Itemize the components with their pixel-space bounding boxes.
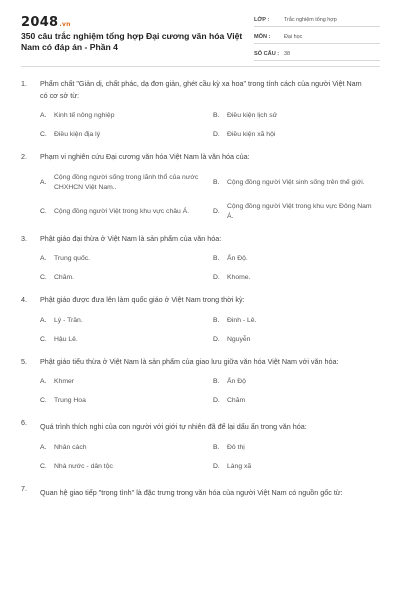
option-letter: C. [40,335,47,343]
meta-value: Đại học [284,34,303,40]
question-number: 3. [21,233,27,243]
option-a[interactable] [40,173,213,193]
question-text: Phẩm chất "Giản dị, chất phác, dạ đơn giản, ghét cầu kỳ xa hoa" trong tính cách của người Việt Nam có cơ sở từ: [40,79,362,100]
option-letter: D. [213,463,220,470]
option-c[interactable] [40,202,213,222]
option-b[interactable] [213,377,386,387]
meta-value: 38 [284,51,290,57]
question-list [21,78,381,503]
logo-text: 2048 [21,15,59,30]
option-letter: A. [40,178,47,186]
option-text: Nhà nước - dân tộc [54,463,113,470]
option-d[interactable] [213,130,386,140]
question-text: Quá trình thích nghi của con người với giới tự nhiên đã để lại dấu ấn trong văn hóa: [40,422,307,431]
option-text: Lý - Trần. [54,316,83,324]
option-letter: B. [213,178,220,186]
option-text: Khmer [54,378,75,385]
option-text: Trung Hoa [54,397,86,404]
question-number: 7. [21,484,27,493]
option-b[interactable] [213,316,386,326]
option-letter: B. [213,112,220,119]
option-text: Điều kiện địa lý [54,131,101,138]
meta-value: Trắc nghiệm tổng hợp [284,17,337,23]
question-number: 2. [21,152,27,161]
option-letter: C. [40,463,47,470]
option-text: Điều kiện lịch sử [227,112,278,119]
option-text: Đinh - Lê. [227,316,257,324]
question-text: Quan hệ giao tiếp "trọng tình" là đặc trưng trong văn hóa của người Việt Nam có nguồn gốc từ: [40,488,343,497]
question-3 [21,233,381,293]
document-meta [254,14,380,65]
question-4 [21,294,381,354]
option-letter: D. [213,397,220,404]
option-c[interactable] [40,462,213,472]
option-a[interactable] [40,443,213,453]
question-text: Phật giáo tiểu thừa ở Việt Nam là sản phẩm của giao lưu giữa văn hóa Việt Nam với văn hóa: [40,356,339,366]
meta-key: SỐ CÂU : [254,51,280,57]
option-b[interactable] [213,111,386,121]
question-number: 1. [21,79,27,88]
option-letter: A. [40,255,47,262]
question-text: Phật giáo đại thừa ở Việt Nam là sản phẩm của văn hóa: [40,233,222,243]
document-title: 350 câu trắc nghiệm tổng hợp Đại cương văn hóa Việt Nam có đáp án - Phần 4 [21,31,243,52]
option-text: Điều kiện xã hội [227,131,276,138]
option-b[interactable] [213,173,386,193]
option-letter: A. [40,378,47,385]
option-letter: B. [213,378,220,385]
option-text: Chăm [227,397,246,404]
header-divider [21,66,380,67]
meta-question-count [254,48,380,61]
option-a[interactable] [40,377,213,387]
option-text: Kinh tế nông nghiệp [54,112,115,119]
option-text: Đô thị [227,444,245,451]
option-c[interactable] [40,396,213,406]
option-a[interactable] [40,316,213,326]
option-letter: D. [213,131,220,138]
option-letter: C. [40,131,47,138]
option-text: Hậu Lê. [54,335,78,343]
question-number: 5. [21,356,27,366]
option-c[interactable] [40,335,213,345]
option-c[interactable] [40,273,213,283]
option-text: Cộng đồng người sống trong lãnh thổ của nước CHXHCN Việt Nam.. [54,173,199,191]
meta-subject [254,31,380,44]
option-letter: A. [40,444,47,451]
site-logo[interactable] [21,15,71,30]
option-d[interactable] [213,273,386,283]
meta-key: MÔN : [254,34,271,40]
question-1 [21,78,381,149]
option-letter: D. [213,335,220,343]
option-letter: A. [40,316,47,324]
option-text: Cộng đồng người Việt trong khu vực Đông Nam Á. [227,202,372,220]
option-letter: C. [40,207,47,215]
meta-class [254,14,380,27]
option-text: Làng xã [227,463,252,470]
question-5 [21,356,381,416]
meta-key: LỚP : [254,17,270,23]
option-text: Trung quốc. [54,255,91,262]
option-text: Cộng đồng người Việt sinh sống trên thế giới. [227,178,365,186]
option-b[interactable] [213,254,386,264]
question-2 [21,151,381,231]
option-c[interactable] [40,130,213,140]
question-text: Phật giáo được đưa lên làm quốc giáo ở Việt Nam trong thời kỳ: [40,295,245,304]
option-d[interactable] [213,335,386,345]
option-a[interactable] [40,111,213,121]
option-text: Ấn Độ [227,378,246,385]
option-a[interactable] [40,254,213,264]
option-letter: D. [213,207,220,215]
question-7 [21,483,381,503]
option-text: Ấn Độ. [227,255,248,262]
option-text: Nhân cách [54,444,87,451]
option-letter: C. [40,274,47,281]
option-d[interactable] [213,462,386,472]
question-6 [21,417,381,481]
option-b[interactable] [213,443,386,453]
option-text: Nguyễn [227,335,251,343]
option-letter: C. [40,397,47,404]
option-letter: B. [213,255,220,262]
option-letter: B. [213,316,220,324]
question-number: 4. [21,295,27,304]
option-text: Khome. [227,274,251,281]
option-text: Chăm. [54,274,75,281]
question-number: 6. [21,418,27,427]
option-letter: A. [40,112,47,119]
option-d[interactable] [213,396,386,406]
option-text: Cộng đồng người Việt trong khu vực châu Á. [54,207,190,215]
option-letter: D. [213,274,220,281]
logo-tld: .vn [59,21,71,28]
option-d[interactable] [213,202,386,222]
option-letter: B. [213,444,220,451]
question-text: Phạm vi nghiên cứu Đại cương văn hóa Việt Nam là văn hóa của: [40,152,250,161]
